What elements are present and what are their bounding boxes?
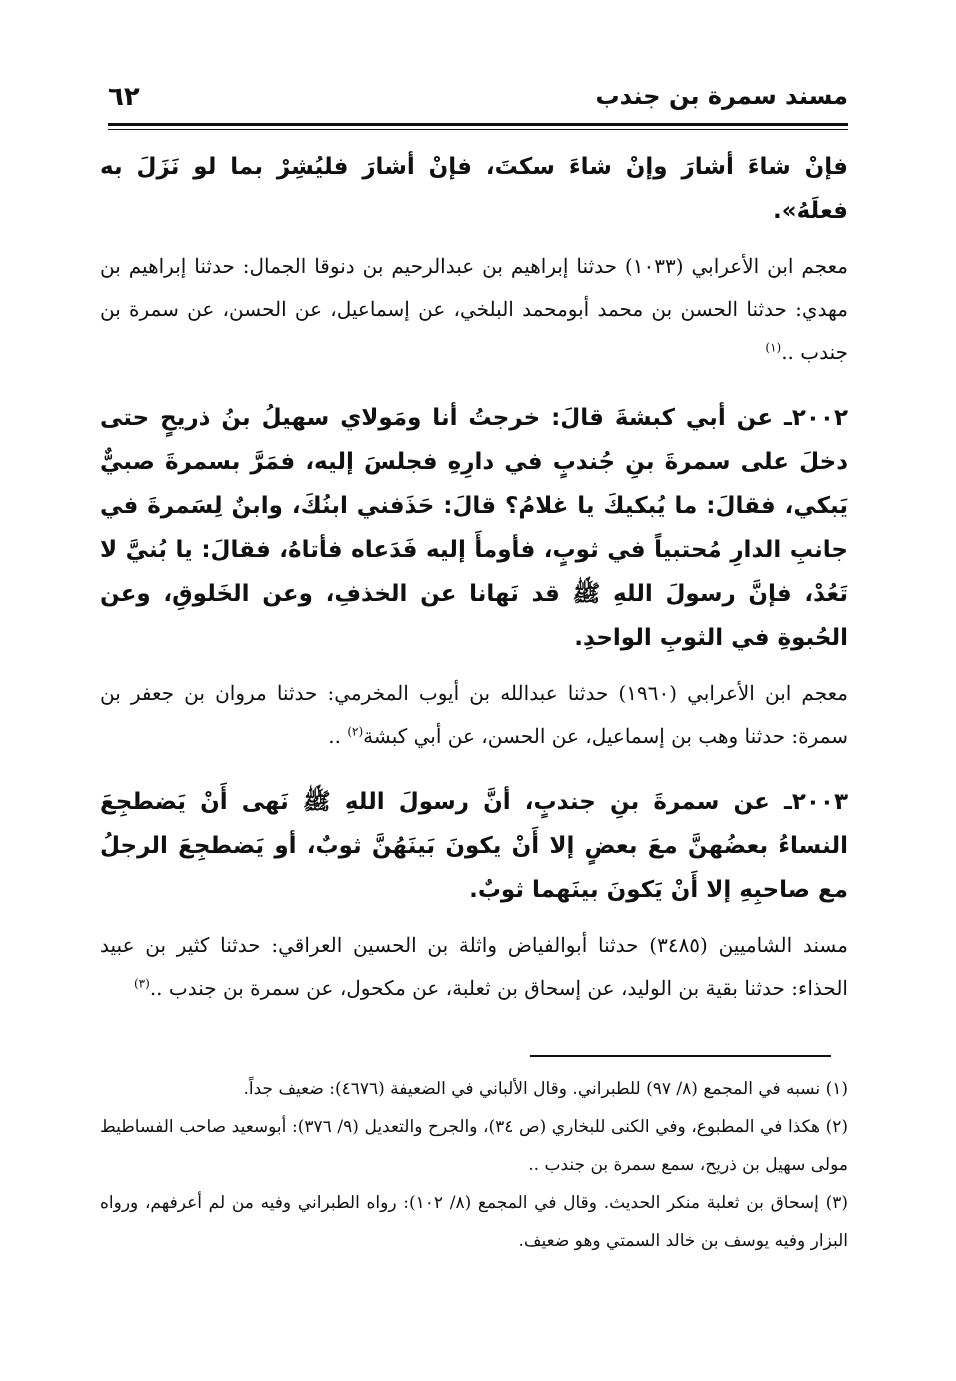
hadith-text: عن أبي كبشةَ قالَ: خرجتُ أنا ومَولاي سهيلُ بنُ ذريحٍ حتى دخلَ على سمرةَ بنِ جُندبٍ في دارِهِ فجلسَ إليه، فمَرَّ بسمرةَ صبيٌّ يَبكي، فقالَ: ما يُبكيكَ يا غلامُ؟ قالَ: حَذَفني ابنُكَ، وابنٌ لِسَمرةَ في جانبِ الدارِ مُحتبياً في ثوبٍ، فأومأَ إليه فَدَعاه فأتاهُ، فقالَ: يا بُنيَّ لا تَعُدْ، فإنَّ رسولَ اللهِ ﷺ قد نَهانا عن الخذفِ، وعن الخَلوقِ، وعن الحُبوةِ في الثوبِ الواحدِ. [100, 405, 848, 651]
header-rule-thick [108, 123, 848, 126]
hadith-text: عن سمرةَ بنِ جندبٍ، أنَّ رسولَ اللهِ ﷺ نَهى أَنْ يَضطجِعَ النساءُ بعضُهنَّ معَ بعضٍ إلا أَنْ يكونَ بَينَهُنَّ ثوبٌ، أو يَضطجِعَ الرجلُ مع صاحبِهِ إلا أَنْ يَكونَ بينَهما ثوبٌ. [100, 789, 848, 903]
footnote-ref-1: (١) [765, 340, 782, 355]
source-tail: .. [328, 724, 348, 748]
footnote-3 [100, 1184, 848, 1260]
hadith-2002 [100, 396, 848, 660]
hadith-2003 [100, 780, 848, 912]
footnote-1 [100, 1070, 848, 1108]
footnote-ref-2: (٢) [347, 724, 364, 739]
header-rule-thin [108, 129, 848, 130]
source-text: مسند الشاميين (٣٤٨٥) حدثنا أبوالفياض واثلة بن الحسين العراقي: حدثنا كثير بن عبيد الحذاء: حدثنا بقية بن الوليد، عن إسحاق بن ثعلبة، عن مكحول، عن سمرة بن جندب .. [100, 933, 848, 1000]
source-text: معجم ابن الأعرابي (١٩٦٠) حدثنا عبدالله بن أيوب المخرمي: حدثنا مروان بن جعفر بن سمرة: حدثنا وهب بن إسماعيل، عن الحسن، عن أبي كبشة [100, 681, 849, 748]
source-citation-3 [100, 924, 848, 1010]
footnotes [100, 1070, 848, 1260]
footnote-marker: (١) [825, 1079, 848, 1099]
footnote-2 [100, 1108, 848, 1184]
footnote-ref-3: (٣) [133, 976, 150, 991]
footnote-text: نسبه في المجمع (٨/ ٩٧) للطبراني. وقال الألباني في الضعيفة (٤٦٧٦): ضعيف جداً. [243, 1079, 821, 1099]
footnote-separator [530, 1055, 831, 1057]
hadith-continuation: فإنْ شاءَ أشارَ وإنْ شاءَ سكتَ، فإنْ أشارَ فليُشِرْ بما لو نَزَلَ به فعلَهُ». [100, 154, 848, 224]
hadith-number: ٢٠٠٣ـ [783, 789, 849, 815]
hadith-number: ٢٠٠٢ـ [783, 405, 848, 431]
source-citation-1 [100, 245, 848, 374]
footnote-text: هكذا في المطبوع، وفي الكنى للبخاري (ص ٣٤)، والجرح والتعديل (٩/ ٣٧٦): أبوسعيد صاحب الفساطيط مولى سهيل بن ذريح، سمع سمرة بن جندب .. [100, 1117, 848, 1175]
source-text: معجم ابن الأعرابي (١٠٣٣) حدثنا إبراهيم بن عبدالرحيم بن دنوقا الجمال: حدثنا إبراهيم بن مهدي: حدثنا الحسن بن محمد أبومحمد البلخي، عن إسماعيل، عن الحسن، عن سمرة بن جندب .. [100, 254, 849, 364]
page-body [100, 145, 848, 1010]
page-number: ٦٢ [108, 82, 140, 112]
footnote-text: إسحاق بن ثعلبة منكر الحديث. وقال في المجمع (٨/ ١٠٢): رواه الطبراني وفيه من لم أعرفهم، ورواه البزار وفيه يوسف بن خالد السمتي وهو ضعيف. [100, 1193, 848, 1251]
footnote-marker: (٢) [825, 1117, 849, 1137]
source-citation-2 [100, 672, 848, 758]
footnote-marker: (٣) [825, 1193, 849, 1213]
header-title: مسند سمرة بن جندب [595, 82, 848, 110]
